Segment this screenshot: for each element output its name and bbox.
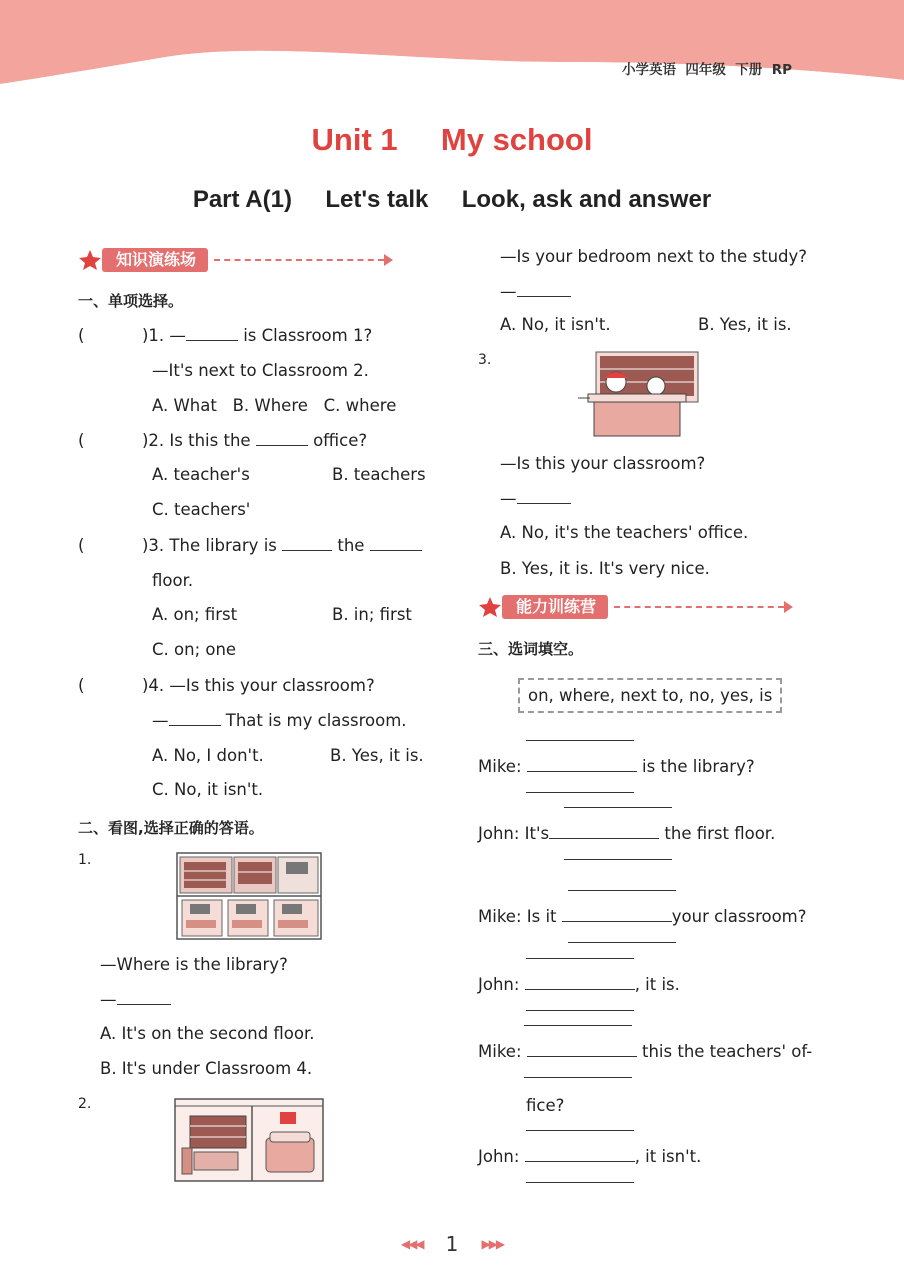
question-1: ( )1. — is Classroom 1? bbox=[78, 326, 373, 345]
q2-option-c: C. teachers' bbox=[152, 500, 251, 519]
q4-option-a: A. No, I don't. bbox=[152, 746, 264, 765]
pic-q1-number: 1. bbox=[78, 852, 92, 868]
footer-pagination bbox=[0, 1232, 904, 1256]
blank[interactable] bbox=[527, 1042, 637, 1057]
pic-q2-answer: — bbox=[500, 282, 571, 301]
q3-line2: floor. bbox=[152, 571, 194, 590]
blank[interactable] bbox=[562, 907, 672, 922]
bedroom-study-illustration bbox=[174, 1098, 324, 1182]
dialogue-line-4: John: , it is. bbox=[478, 975, 680, 994]
blank[interactable] bbox=[370, 536, 422, 551]
prev-arrows-icon: ◀◀◀ bbox=[400, 1237, 423, 1251]
pic-q3-answer: — bbox=[500, 489, 571, 508]
pic-q1-option-b: B. It's under Classroom 4. bbox=[100, 1059, 313, 1078]
section-banner-practice bbox=[78, 247, 393, 273]
unit-name: My school bbox=[440, 122, 593, 157]
q3-option-c: C. on; one bbox=[152, 640, 237, 659]
pic-q2-question: —Is your bedroom next to the study? bbox=[500, 247, 808, 266]
pic-q3-question: —Is this your classroom? bbox=[500, 454, 706, 473]
dialogue-line-6: John: , it isn't. bbox=[478, 1147, 702, 1166]
section-banner-label: 能力训练营 bbox=[502, 595, 608, 619]
question-4: ( )4. —Is this your classroom? bbox=[78, 676, 375, 695]
q1-options: A. What B. Where C. where bbox=[152, 396, 397, 415]
word-bank: on, where, next to, no, yes, is bbox=[518, 678, 782, 713]
star-icon bbox=[78, 249, 102, 271]
blank[interactable] bbox=[525, 1147, 635, 1162]
dialogue-line-5: Mike: this the teachers' of- bbox=[478, 1042, 813, 1061]
q2-heading: 二、看图,选择正确的答语。 bbox=[78, 819, 264, 837]
dialogue-line-3: Mike: Is it your classroom? bbox=[478, 907, 807, 926]
header-band bbox=[0, 0, 904, 95]
school-building-illustration bbox=[176, 852, 322, 940]
header-series: 小学英语 四年级 下册 RP bbox=[622, 62, 792, 78]
q4-option-c: C. No, it isn't. bbox=[152, 780, 264, 799]
pic-q2-option-a: A. No, it isn't. bbox=[500, 315, 611, 334]
next-arrows-icon: ▶▶▶ bbox=[481, 1237, 504, 1251]
q1-heading: 一、单项选择。 bbox=[78, 292, 184, 310]
dialogue-line-5-cont: fice? bbox=[526, 1096, 565, 1115]
star-icon bbox=[478, 596, 502, 618]
pic-q1-option-a: A. It's on the second floor. bbox=[100, 1024, 315, 1043]
question-3: ( )3. The library is the bbox=[78, 536, 422, 555]
pic-q3-option-b: B. Yes, it is. It's very nice. bbox=[500, 559, 710, 578]
pic-q3-number: 3. bbox=[478, 352, 492, 368]
page-number: 1 bbox=[445, 1232, 459, 1256]
pic-q1-answer: — bbox=[100, 990, 171, 1009]
blank[interactable] bbox=[256, 431, 308, 446]
q3-heading: 三、选词填空。 bbox=[478, 640, 584, 658]
teachers-office-illustration bbox=[576, 350, 700, 438]
blank[interactable] bbox=[117, 990, 171, 1005]
pic-q2-option-b: B. Yes, it is. bbox=[698, 315, 792, 334]
pic-q3-option-a: A. No, it's the teachers' office. bbox=[500, 523, 749, 542]
unit-number: Unit 1 bbox=[311, 122, 398, 157]
q4-answer-line: — That is my classroom. bbox=[152, 711, 407, 730]
section-banner-ability bbox=[478, 594, 793, 620]
q2-option-a: A. teacher's bbox=[152, 465, 250, 484]
blank[interactable] bbox=[549, 824, 659, 839]
question-2: ( )2. Is this the office? bbox=[78, 431, 368, 450]
q1-answer-line: —It's next to Classroom 2. bbox=[152, 361, 369, 380]
activity-label: Look, ask and answer bbox=[461, 186, 712, 213]
dialogue-line-2: John: It's the first floor. bbox=[478, 824, 776, 843]
q2-option-b: B. teachers bbox=[332, 465, 426, 484]
q4-option-b: B. Yes, it is. bbox=[330, 746, 424, 765]
section-banner-label: 知识演练场 bbox=[102, 248, 208, 272]
q3-option-a: A. on; first bbox=[152, 605, 238, 624]
blank[interactable] bbox=[525, 975, 635, 990]
blank[interactable] bbox=[186, 326, 238, 341]
q3-option-b: B. in; first bbox=[332, 605, 412, 624]
talk-label: Let's talk bbox=[325, 186, 429, 213]
blank[interactable] bbox=[517, 489, 571, 504]
pic-q2-number: 2. bbox=[78, 1096, 92, 1112]
blank[interactable] bbox=[517, 282, 571, 297]
part-subtitle bbox=[0, 186, 904, 214]
blank[interactable] bbox=[527, 757, 637, 772]
blank[interactable] bbox=[169, 711, 221, 726]
dialogue-line-1: Mike: is the library? bbox=[478, 757, 755, 776]
unit-title bbox=[0, 122, 904, 158]
pic-q1-question: —Where is the library? bbox=[100, 955, 288, 974]
blank[interactable] bbox=[282, 536, 332, 551]
part-label: Part A(1) bbox=[192, 186, 292, 213]
